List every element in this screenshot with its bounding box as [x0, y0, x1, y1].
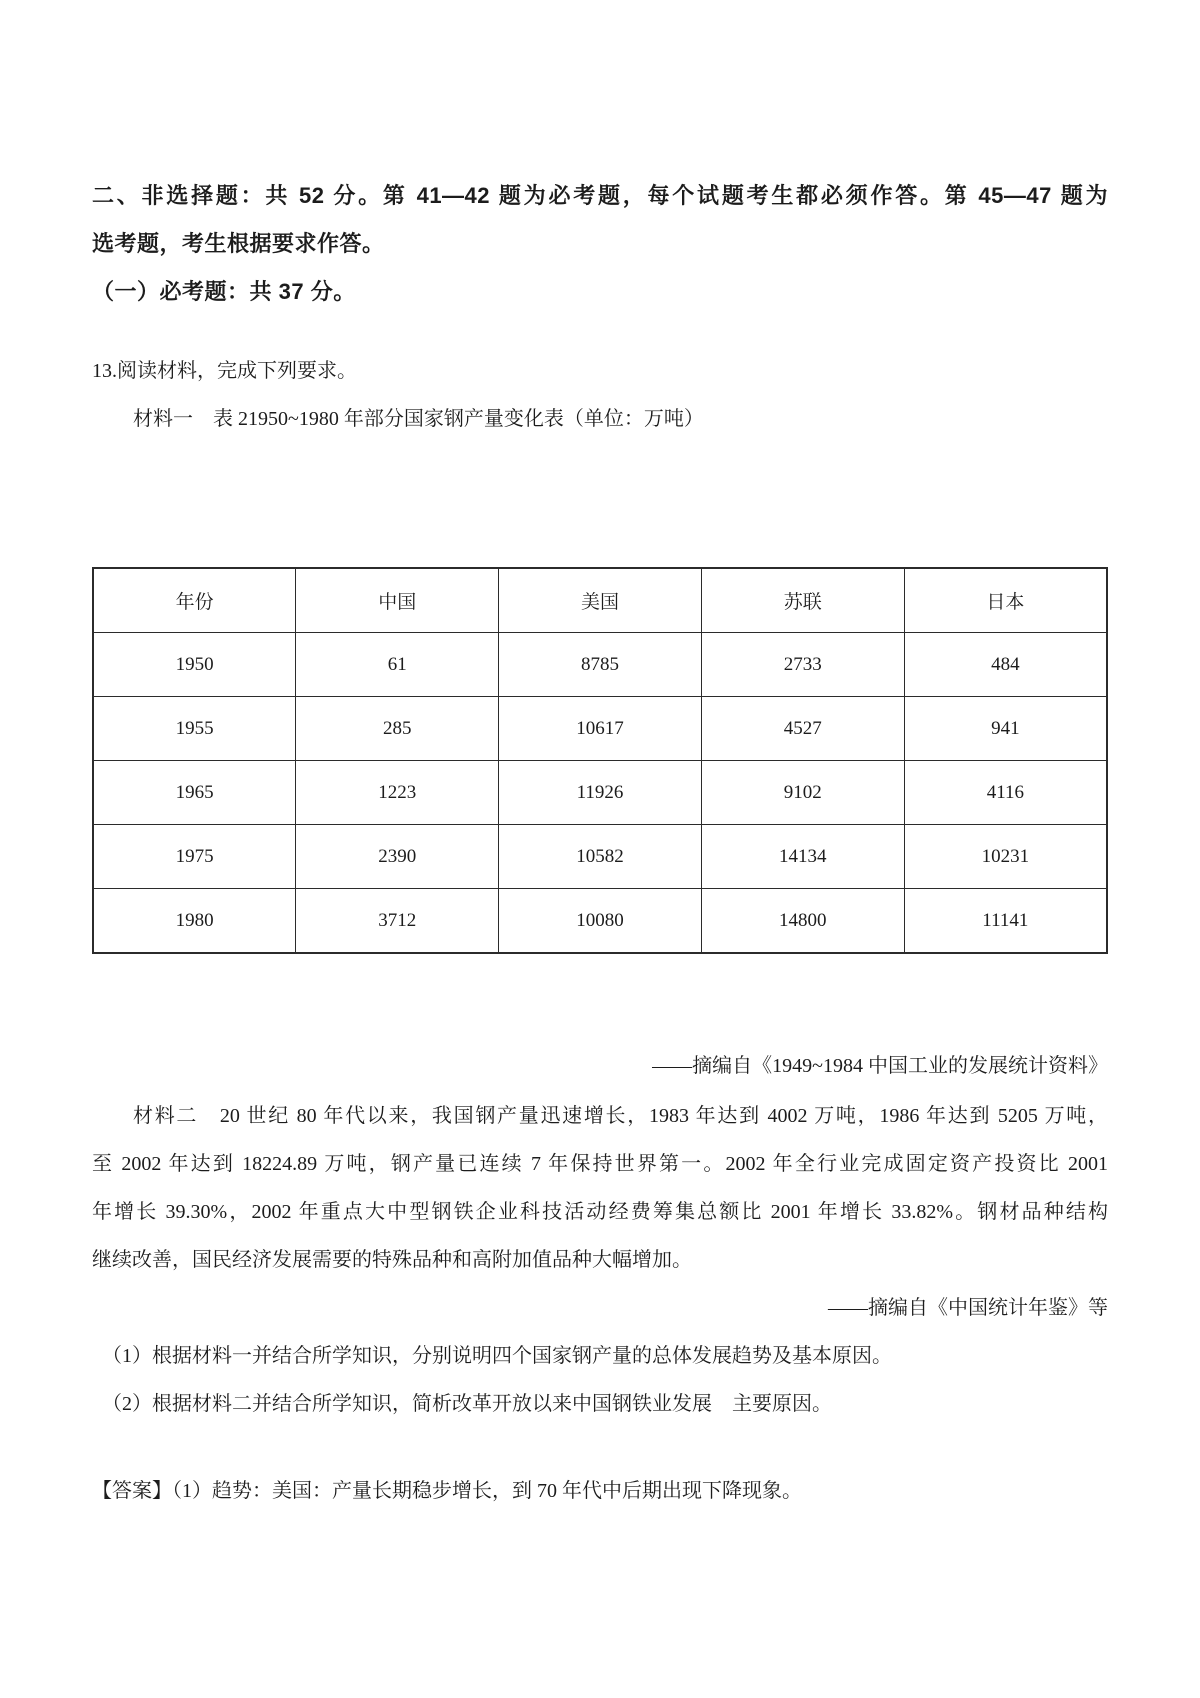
- table-cell: 2733: [701, 633, 904, 697]
- table-cell: 61: [296, 633, 499, 697]
- table-cell: 2390: [296, 825, 499, 889]
- table-cell: 1955: [93, 697, 296, 761]
- table-cell: 11926: [499, 761, 702, 825]
- table-cell: 941: [904, 697, 1107, 761]
- table-row: [93, 697, 1107, 761]
- table-cell: 11141: [904, 889, 1107, 954]
- table-cell: 1980: [93, 889, 296, 954]
- material-two-line: 年增长 39.30%，2002 年重点大中型钢铁企业科技活动经费筹集总额比 2001 年增长 33.82%。钢材品种结构: [92, 1201, 1108, 1223]
- sub-question-1: （1）根据材料一并结合所学知识，分别说明四个国家钢产量的总体发展趋势及基本原因。: [102, 1345, 892, 1367]
- table-cell: 3712: [296, 889, 499, 954]
- material-one-caption: 材料一 表 21950~1980 年部分国家钢产量变化表（单位：万吨）: [133, 408, 704, 430]
- material-two-paragraph: [92, 1092, 1108, 1284]
- table-cell: 4527: [701, 697, 904, 761]
- table-cell: 10231: [904, 825, 1107, 889]
- table-row: [93, 761, 1107, 825]
- material-one-source: ——摘编自《1949~1984 中国工业的发展统计资料》: [652, 1055, 1108, 1077]
- header-ussr: 苏联: [701, 568, 904, 633]
- table-cell: 1975: [93, 825, 296, 889]
- header-usa: 美国: [499, 568, 702, 633]
- table-head: [93, 568, 1107, 633]
- header-china: 中国: [296, 568, 499, 633]
- material-two-line: 至 2002 年达到 18224.89 万吨，钢产量已连续 7 年保持世界第一。2002 年全行业完成固定资产投资比 2001: [92, 1153, 1108, 1175]
- material-two-line: 继续改善，国民经济发展需要的特殊品种和高附加值品种大幅增加。: [92, 1249, 692, 1271]
- answer-line: 【答案】（1）趋势：美国：产量长期稳步增长，到 70 年代中后期出现下降现象。: [92, 1480, 802, 1502]
- table-cell: 10582: [499, 825, 702, 889]
- table-cell: 484: [904, 633, 1107, 697]
- section-title-line1: 二、非选择题：共 52 分。第 41—42 题为必考题，每个试题考生都必须作答。第 45—47 题为: [92, 183, 1108, 208]
- table-row: [93, 825, 1107, 889]
- table-cell: 1965: [93, 761, 296, 825]
- table-cell: 9102: [701, 761, 904, 825]
- table-body: [93, 633, 1107, 954]
- table-cell: 14134: [701, 825, 904, 889]
- table-cell: 10617: [499, 697, 702, 761]
- table-cell: 1223: [296, 761, 499, 825]
- table-cell: 8785: [499, 633, 702, 697]
- section-title-line2: 选考题，考生根据要求作答。: [92, 231, 385, 256]
- subsection-title: （一）必考题：共 37 分。: [92, 279, 356, 304]
- table-cell: 14800: [701, 889, 904, 954]
- material-two-source: ——摘编自《中国统计年鉴》等: [828, 1297, 1108, 1319]
- table-row: [93, 633, 1107, 697]
- material-two-line: 材料二 20 世纪 80 年代以来，我国钢产量迅速增长，1983 年达到 4002 万吨，1986 年达到 5205 万吨，: [133, 1105, 1108, 1127]
- question-13-intro: 13.阅读材料，完成下列要求。: [92, 360, 357, 382]
- table-cell: 10080: [499, 889, 702, 954]
- header-japan: 日本: [904, 568, 1107, 633]
- header-year: 年份: [93, 568, 296, 633]
- table-cell: 4116: [904, 761, 1107, 825]
- table-row: [93, 889, 1107, 954]
- table-cell: 285: [296, 697, 499, 761]
- steel-output-table: [92, 567, 1108, 954]
- table-cell: 1950: [93, 633, 296, 697]
- table-header-row: [93, 568, 1107, 633]
- sub-question-2: （2）根据材料二并结合所学知识，简析改革开放以来中国钢铁业发展 主要原因。: [102, 1393, 832, 1415]
